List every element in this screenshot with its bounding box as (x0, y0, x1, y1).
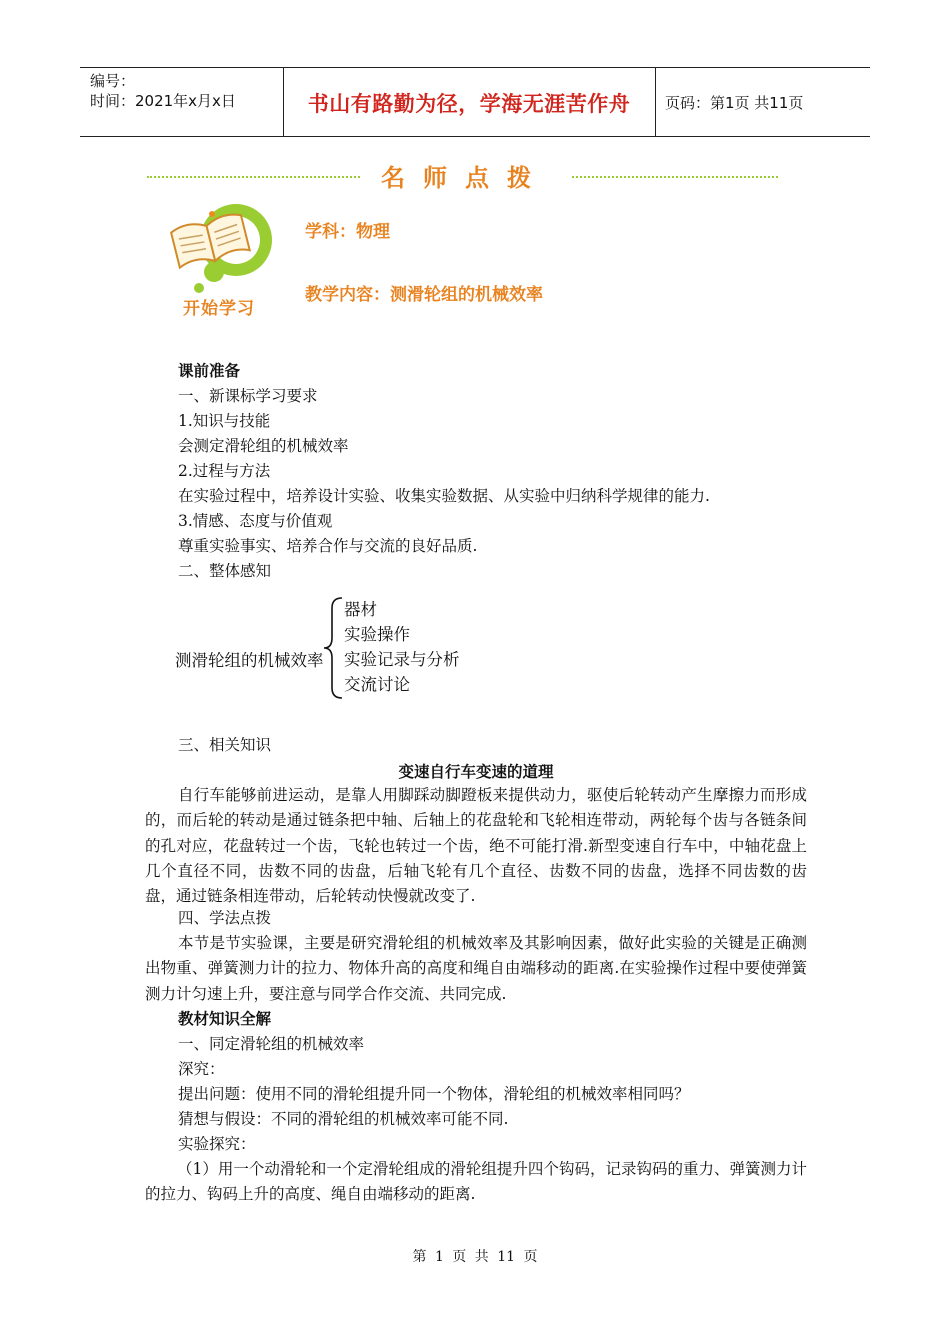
header-page-label: 页码：第1页 共11页 (665, 94, 804, 112)
banner-dotted-line-left (147, 176, 360, 178)
number-label: 编号： (90, 72, 136, 90)
diagram-item: 实验操作 (344, 625, 410, 644)
prep-item-1-text: 会测定滑轮组的机械效率 (178, 437, 349, 455)
logo-label: 开始学习 (183, 299, 255, 319)
method-heading: 四、学法点拨 (178, 909, 272, 927)
prep-section-1: 一、新课标学习要求 (178, 387, 318, 405)
diagram-label: 测滑轮组的机械效率 (175, 651, 324, 670)
prep-item-2: 2.过程与方法 (178, 462, 271, 480)
material-section-1: 一、同定滑轮组的机械效率 (178, 1035, 365, 1053)
lesson-content-label: 教学内容：测滑轮组的机械效率 (305, 285, 543, 305)
header-meta (90, 71, 236, 111)
date-label: 时间：2021年x月x日 (90, 92, 236, 110)
prep-item-2-text: 在实验过程中，培养设计实验、收集实验数据、从实验中归纳科学规律的能力. (178, 487, 710, 505)
material-explore: 深究： (178, 1060, 225, 1078)
diagram-item: 实验记录与分析 (344, 650, 460, 669)
prep-item-1: 1.知识与技能 (178, 412, 271, 430)
header-motto: 书山有路勤为径，学海无涯苦作舟 (307, 92, 631, 116)
banner-title: 名师点拨 (381, 163, 549, 192)
header-table (80, 67, 870, 137)
header-divider (655, 68, 656, 136)
prep-item-3: 3.情感、态度与价值观 (178, 512, 333, 530)
related-title: 变速自行车变速的道理 (398, 762, 554, 781)
material-heading: 教材知识全解 (178, 1010, 272, 1028)
prep-section-2: 二、整体感知 (178, 562, 272, 580)
page-footer: 第 1 页 共 11 页 (412, 1249, 538, 1265)
related-heading: 三、相关知识 (178, 736, 272, 754)
diagram-item: 器材 (344, 600, 377, 619)
left-brace-icon (322, 596, 346, 700)
banner-dotted-line-right (572, 176, 778, 178)
method-paragraph: 本节是节实验课，主要是研究滑轮组的机械效率及其影响因素，做好此实验的关键是正确测出物重、弹簧测力计的拉力、物体升高的高度和绳自由端移动的距离.在实验操作过程中要使弹簧测力计匀速上升，要注意与同学合作交流、共同完成. (145, 934, 807, 1003)
prep-heading: 课前准备 (178, 362, 241, 380)
subject-label: 学科：物理 (305, 222, 390, 242)
prep-item-3-text: 尊重实验事实、培养合作与交流的良好品质. (178, 537, 478, 555)
material-question: 提出问题：使用不同的滑轮组提升同一个物体，滑轮组的机械效率相同吗？ (178, 1085, 690, 1103)
material-step-1: （1）用一个动滑轮和一个定滑轮组成的滑轮组提升四个钩码，记录钩码的重力、弹簧测力计的拉力、钩码上升的高度、绳自由端移动的距离. (145, 1160, 807, 1204)
diagram-item: 交流讨论 (344, 675, 410, 694)
related-paragraph: 自行车能够前进运动，是靠人用脚踩动脚蹬板来提供动力，驱使后轮转动产生摩擦力而形成的，而后轮的转动是通过链条把中轴、后轴上的花盘轮和飞轮相连带动，两轮每个齿与各链条间的孔对应，花盘转过一个齿，飞轮也转过一个齿，绝不可能打滑.新型变速自行车中，中轴花盘上几个直径不同，齿数不同的齿盘，后轴飞轮有几个直径、齿数不同的齿盘，选择不同齿数的齿盘，通过链条相连带动，后轮转动快慢就改变了. (145, 786, 807, 906)
material-experiment: 实验探究： (178, 1135, 256, 1153)
material-hypothesis: 猜想与假设：不同的滑轮组的机械效率可能不同. (178, 1110, 509, 1128)
